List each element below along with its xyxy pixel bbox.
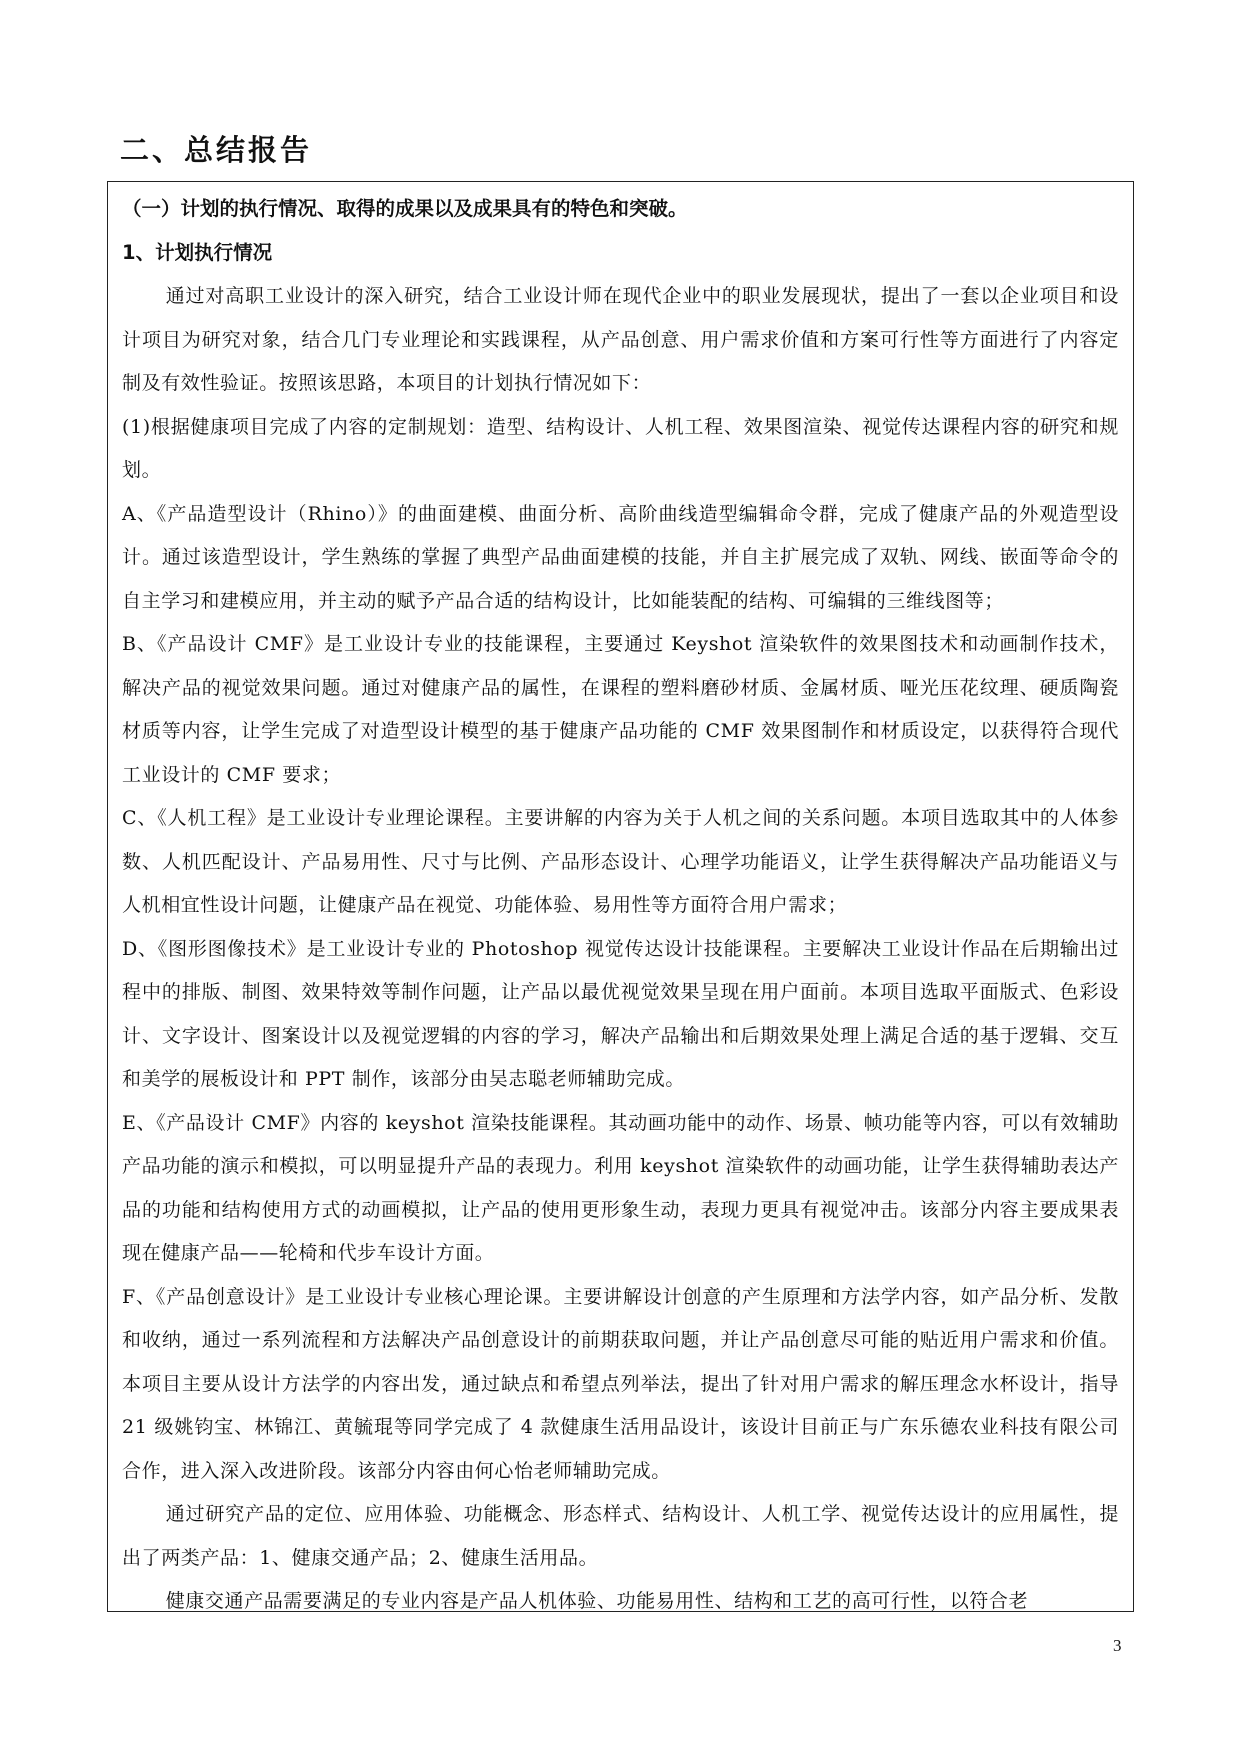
paragraph-course-a: A、《产品造型设计（Rhino）》的曲面建模、曲面分析、高阶曲线造型编辑命令群，完成了健康产品的外观造型设计。通过该造型设计，学生熟练的掌握了典型产品曲面建模的技能，并自主扩展完成了双轨、网线、嵌面等命令的自主学习和建模应用，并主动的赋予产品合适的结构设计，比如能装配的结构、可编辑的三维线图等； bbox=[122, 502, 1119, 612]
paragraph-course-b: B、《产品设计 CMF》是工业设计专业的技能课程，主要通过 Keyshot 渲染软件的效果图技术和动画制作技术，解决产品的视觉效果问题。通过对健康产品的属性，在课程的塑料磨砂材质、金属材质、哑光压花纹理、硬质陶瓷材质等内容，让学生完成了对造型设计模型的基于健康产品功能的 CMF 效果图制作和材质设定，以获得符合现代工业设计的 CMF 要求； bbox=[122, 633, 1119, 786]
paragraph-course-c: C、《人机工程》是工业设计专业理论课程。主要讲解的内容为关于人机之间的关系问题。本项目选取其中的人体参数、人机匹配设计、产品易用性、尺寸与比例、产品形态设计、心理学功能语义，让学生获得解决产品功能语义与人机相宜性设计问题，让健康产品在视觉、功能体验、易用性等方面符合用户需求； bbox=[122, 807, 1119, 916]
paragraph-plan-1: (1)根据健康项目完成了内容的定制规划：造型、结构设计、人机工程、效果图渲染、视觉传达课程内容的研究和规划。 bbox=[122, 415, 1119, 481]
paragraph-transport-products: 健康交通产品需要满足的专业内容是产品人机体验、功能易用性、结构和工艺的高可行性，以符合老 bbox=[165, 1590, 1029, 1612]
paragraph-course-f: F、《产品创意设计》是工业设计专业核心理论课。主要讲解设计创意的产生原理和方法学内容，如产品分析、发散和收纳，通过一系列流程和方法解决产品创意设计的前期获取问题，并让产品创意尽可能的贴近用户需求和价值。本项目主要从设计方法学的内容出发，通过缺点和希望点列举法，提出了针对用户需求的解压理念水杯设计，指导 21 级姚钧宝、林锦江、黄毓琨等同学完成了 4 款健康生活用品设计，该设计目前正与广东乐德农业科技有限公司合作，进入深入改进阶段。该部分内容由何心怡老师辅助完成。 bbox=[122, 1285, 1119, 1482]
page-number: 3 bbox=[1113, 1636, 1122, 1655]
paragraph-course-e: E、《产品设计 CMF》内容的 keyshot 渲染技能课程。其动画功能中的动作、场景、帧功能等内容，可以有效辅助产品功能的演示和模拟，可以明显提升产品的表现力。利用 keyshot 渲染软件的动画功能，让学生获得辅助表达产品的功能和结构使用方式的动画模拟，让产品的使用更形象生动，表现力更具有视觉冲击。该部分内容主要成果表现在健康产品——轮椅和代步车设计方面。 bbox=[122, 1111, 1119, 1264]
section-title: （一）计划的执行情况、取得的成果以及成果具有的特色和突破。 bbox=[122, 197, 688, 220]
report-content-box bbox=[107, 181, 1134, 1612]
page-heading: 二、总结报告 bbox=[120, 133, 313, 167]
paragraph-product-types: 通过研究产品的定位、应用体验、功能概念、形态样式、结构设计、人机工学、视觉传达设计的应用属性，提出了两类产品：1、健康交通产品；2、健康生活用品。 bbox=[122, 1503, 1119, 1569]
paragraph-intro: 通过对高职工业设计的深入研究，结合工业设计师在现代企业中的职业发展现状，提出了一套以企业项目和设计项目为研究对象，结合几门专业理论和实践课程，从产品创意、用户需求价值和方案可行性等方面进行了内容定制及有效性验证。按照该思路，本项目的计划执行情况如下： bbox=[122, 285, 1119, 394]
subsection-title: 1、计划执行情况 bbox=[122, 241, 273, 264]
paragraph-course-d: D、《图形图像技术》是工业设计专业的 Photoshop 视觉传达设计技能课程。主要解决工业设计作品在后期输出过程中的排版、制图、效果特效等制作问题，让产品以最优视觉效果呈现在用户面前。本项目选取平面版式、色彩设计、文字设计、图案设计以及视觉逻辑的内容的学习，解决产品输出和后期效果处理上满足合适的基于逻辑、交互和美学的展板设计和 PPT 制作，该部分由吴志聪老师辅助完成。 bbox=[122, 937, 1119, 1090]
